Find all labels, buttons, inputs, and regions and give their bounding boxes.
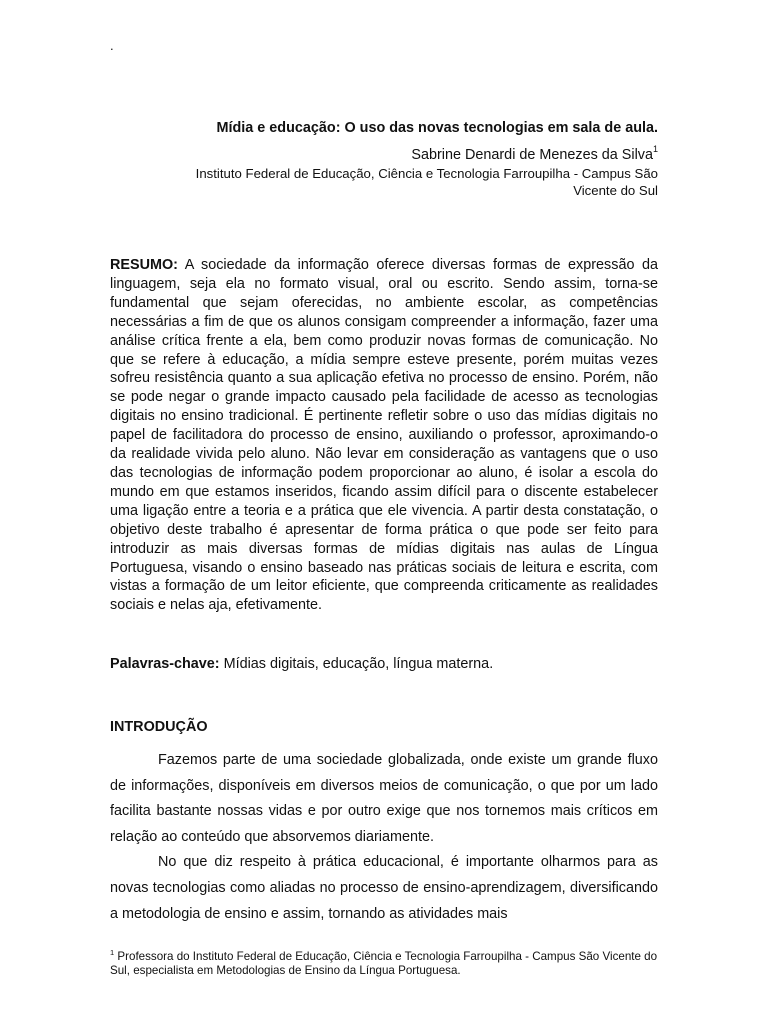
abstract-text: A sociedade da informação oferece diversas formas de expressão da linguagem, seja ela no formato visual, oral ou escrito. Sendo assim, torna-se fundamental que sejam oferecidas, no ambiente escolar, as competências necessárias a fim de que os alunos consigam compreender a informação, fazer uma análise crítica frente a ela, bem como produzir novas formas de comunicação. No que se refere à educação, a mídia sempre esteve presente, porém muitas vezes sofreu resistência quanto a sua aplicação efetiva no processo de ensino. Porém, não se pode negar o grande impacto causado pela facilidade de acesso as tecnologias digitais no ensino tradicional. É pertinente refletir sobre o uso das mídias digitais no papel de facilitadora do processo de ensino, auxiliando o professor, aproximando-o da realidade vivida pelo aluno. Não levar em consideração as vantagens que o uso das tecnologias de informação podem proporcionar ao aluno, é isolar a escola do mundo em que estamos inseridos, ficando assim difícil para o discente estabelecer uma ligação entre a teoria e a prática que ele vivencia. A partir desta constatação, o objetivo deste trabalho é apresentar de forma prática o que pode ser feito para introduzir as mais diversas formas de mídias digitais nas aulas de Língua Portuguesa, visando o ensino baseado nas práticas sociais de leitura e escrita, com vistas a formação de um leitor eficiente, que compreenda criticamente as realidades sociais e nelas aja, efetivamente.	[110, 257, 658, 614]
author-name: Sabrine Denardi de Menezes da Silva	[411, 147, 653, 163]
abstract	[110, 256, 658, 615]
author-line	[110, 145, 658, 165]
header-dot: .	[110, 38, 114, 53]
footnote	[110, 950, 658, 978]
keywords	[110, 655, 658, 674]
keywords-text: Mídias digitais, educação, língua materna.	[223, 656, 494, 672]
abstract-label: RESUMO:	[110, 257, 178, 273]
paper-title: Mídia e educação: O uso das novas tecnologias em sala de aula.	[216, 120, 658, 136]
introduction-body	[110, 748, 658, 927]
footnote-mark: 1	[110, 948, 115, 957]
introduction-paragraph: Fazemos parte de uma sociedade globalizada, onde existe um grande fluxo de informações, disponíveis em diversos meios de comunicação, o que por um lado facilita bastante nossas vidas e por outro exige que nos tornemos mais críticos em relação ao conteúdo que absorvemos diariamente.	[110, 752, 658, 845]
keywords-label: Palavras-chave:	[110, 656, 220, 672]
introduction-paragraph: No que diz respeito à prática educacional, é importante olharmos para as novas tecnologias como aliadas no processo de ensino-aprendizagem, diversificando a metodologia de ensino e assim, tornando as atividades mais	[110, 854, 658, 922]
footnote-text: Professora do Instituto Federal de Educação, Ciência e Tecnologia Farroupilha - Campus São Vicente do Sul, especialista em Metodologias de Ensino da Língua Portuguesa.	[110, 950, 658, 977]
author-footnote-mark: 1	[652, 144, 658, 154]
author-affiliation: Instituto Federal de Educação, Ciência e Tecnologia Farroupilha - Campus São Vicente do Sul	[195, 166, 658, 198]
section-heading-introduction: INTRODUÇÃO	[110, 719, 208, 735]
